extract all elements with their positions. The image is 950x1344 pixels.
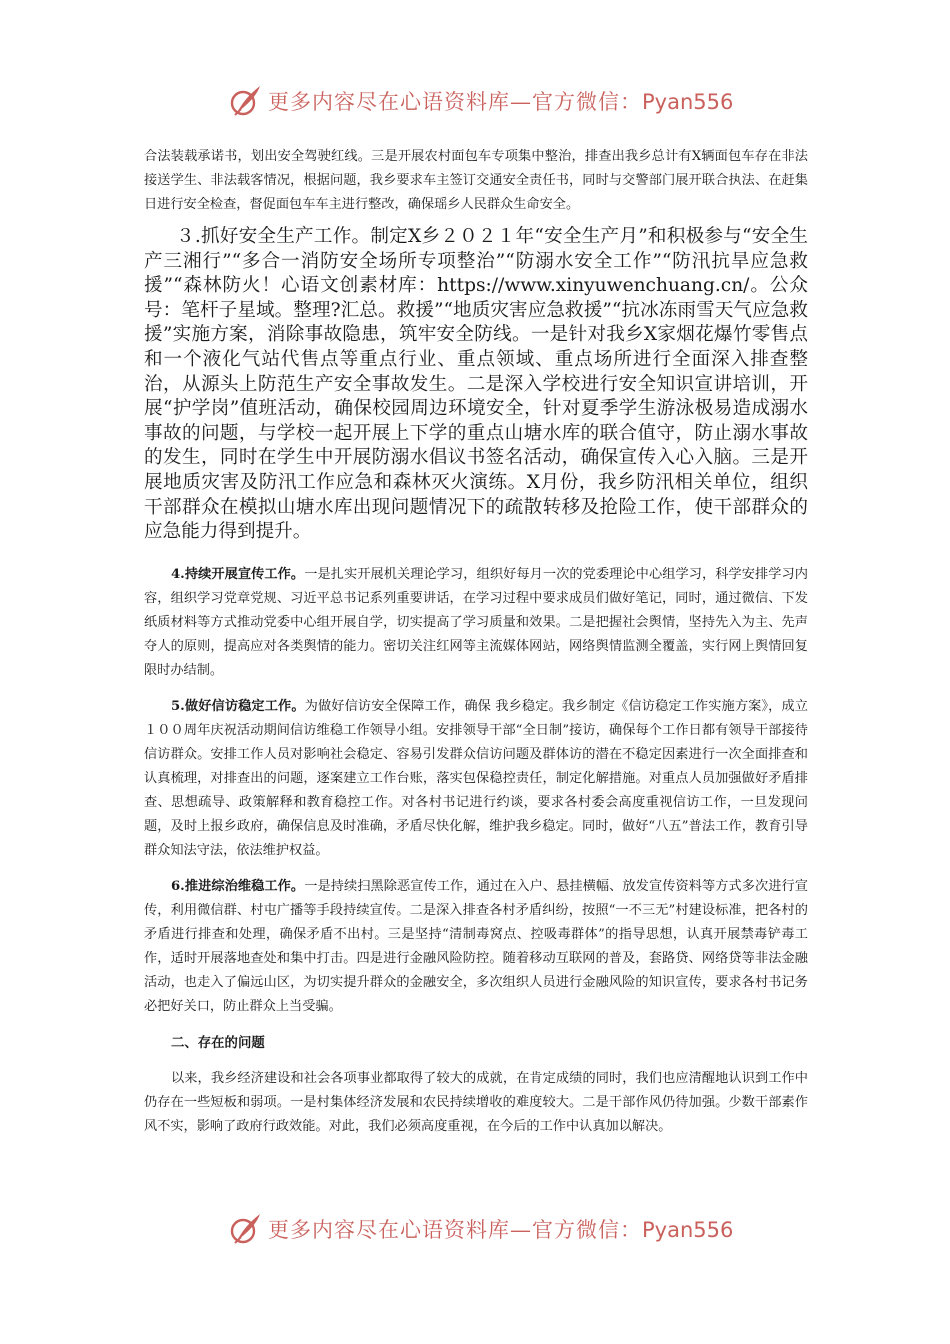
quill-logo-icon [227,83,263,119]
paragraph-stability-title: 6.推进综治维稳工作。 [171,878,305,894]
paragraph-petition-title: 5.做好信访稳定工作。 [171,698,305,714]
paragraph-publicity-body: 一是扎实开展机关理论学习，组织好每月一次的党委理论中心组学习，科学安排学习内容，组织学习党章党规、习近平总书记系列重要讲话，在学习过程中要求成员们做好笔记，同时，通过微信、下发纸质材料等方式推动党委中心组开展自学，切实提高了学习质量和效果。二是把握社会舆情，坚持先入为主、先声夺人的原则，提高应对各类舆情的能力。密切关注红网等主流媒体网站，网络舆情监测全覆盖，实行网上舆情回复限时办结制。 [144,566,808,678]
document-body [144,145,808,1139]
paragraph-stability-body: 一是持续扫黑除恶宣传工作，通过在入户、悬挂横幅、放发宣传资料等方式多次进行宣传，利用微信群、村屯广播等手段持续宣传。二是深入排查各村矛盾纠纷，按照“一不三无”村建设标准，把各村的矛盾进行排查和处理，确保矛盾不出村。三是坚持“清制毒窝点、控吸毒群体”的指导思想，认真开展禁毒铲毒工作，适时开展落地查处和集中打击。四是进行金融风险防控。随着移动互联网的普及，套路贷、网络贷等非法金融活动，也走入了偏远山区，为切实提升群众的金融安全，多次组织人员进行金融风险的知识宣传，要求各村书记务必把好关口，防止群众上当受骗。 [144,878,808,1014]
banner-wechat-id: Pyan556 [642,90,734,114]
quill-logo-icon [227,1211,263,1247]
paragraph-stability [144,875,808,1019]
paragraph-publicity [144,563,808,683]
banner-text: 更多内容尽在心语资料库—官方微信：Pyan556 [268,90,734,114]
header-watermark-banner [0,79,950,123]
footer-watermark-banner [0,1207,950,1251]
paragraph-traffic-safety: 合法装载承诺书，划出安全驾驶红线。三是开展农村面包车专项集中整治，排查出我乡总计有X辆面包车存在非法接送学生、非法载客情况，根据问题，我乡要求车主签订交通安全责任书，同时与交警部门展开联合执法、在赶集日进行安全检查，督促面包车车主进行整改，确保瑶乡人民群众生命安全。 [144,149,808,212]
paragraph-publicity-title: 4.持续开展宣传工作。 [171,566,305,582]
paragraph-production-safety: ３.抓好安全生产工作。制定X乡２０２１年“安全生产月”和积极参与“安全生产三湘行”“多合一消防安全场所专项整治”“防溺水安全工作”“防汛抗旱应急救援”“森林防火！心语文创素材库：https://www.xinyuwenchuang.cn/。公众号：笔杆子星域。整理?汇总。救援”“地质灾害应急救援”“抗冰冻雨雪天气应急救援”实施方案，消除事故隐患，筑牢安全防线。一是针对我乡X家烟花爆竹零售点和一个液化气站代售点等重点行业、重点领域、重点场所进行全面深入排查整治，从源头上防范生产安全事故发生。二是深入学校进行安全知识宣讲培训，开展“护学岗”值班活动，确保校园周边环境安全，针对夏季学生游泳极易造成溺水事故的问题，与学校一起开展上下学的重点山塘水库的联合值守，防止溺水事故的发生，同时在学生中开展防溺水倡议书签名活动，确保宣传入心入脑。三是开展地质灾害及防汛工作应急和森林灭火演练。X月份，我乡防汛相关单位，组织干部群众在模拟山塘水库出现问题情况下的疏散转移及抢险工作，使干部群众的应急能力得到提升。 [144,226,808,543]
paragraph-problems: 以来，我乡经济建设和社会各项事业都取得了较大的成就，在肯定成绩的同时，我们也应清醒地认识到工作中仍存在一些短板和弱项。一是村集体经济发展和农民持续增收的难度较大。二是干部作风仍待加强。少数干部素作风不实，影响了政府行政效能。对此，我们必须高度重视，在今后的工作中认真加以解决。 [144,1070,808,1134]
banner-wechat-id: Pyan556 [642,1218,734,1242]
banner-text: 更多内容尽在心语资料库—官方微信：Pyan556 [268,1218,734,1242]
paragraph-petition-body: 为做好信访安全保障工作，确保 我乡稳定。我乡制定《信访稳定工作实施方案》，成立１００周年庆祝活动期间信访维稳工作领导小组。安排领导干部“全日制”接访，确保每个工作日都有领导干部接待信访群众。安排工作人员对影响社会稳定、容易引发群众信访问题及群体访的潜在不稳定因素进行一次全面排查和认真梳理，对排查出的问题，逐案建立工作台账，落实包保稳控责任，制定化解措施。对重点人员加强做好矛盾排查、思想疏导、政策解释和教育稳控工作。对各村书记进行约谈，要求各村委会高度重视信访工作，一旦发现问题，及时上报乡政府，确保信息及时准确，矛盾尽快化解，维护我乡稳定。同时，做好“八五”普法工作，教育引导群众知法守法，依法维护权益。 [144,698,808,858]
section-heading-problems: 二、存在的问题 [171,1034,265,1051]
paragraph-petition [144,695,808,863]
